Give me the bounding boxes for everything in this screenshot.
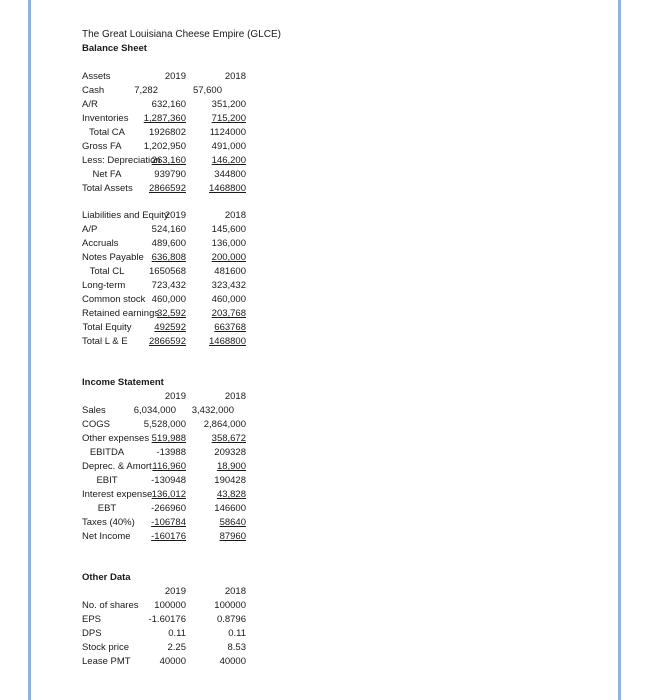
ebitda-label: EBITDA [89, 447, 125, 458]
retained-earnings-2018: 203,768 [211, 308, 246, 319]
liabilities-header: Liabilities and Equity [82, 210, 169, 221]
less-depreciation-label: Less: Depreciation [82, 155, 161, 166]
retained-earnings-2019: 32,592 [156, 308, 186, 319]
other-expenses-label: Other expenses [82, 433, 150, 444]
sales-2019: 6,034,000 [133, 405, 176, 416]
total-assets-2019: 2866592 [149, 183, 186, 194]
other-year-2019: 2019 [164, 586, 186, 597]
common-stock-2019: 460,000 [151, 294, 186, 305]
interest-expense-2018: 43,828 [216, 489, 246, 500]
accruals-2018: 136,000 [211, 238, 246, 249]
accruals-2019: 489,600 [151, 238, 186, 249]
cash-2018: 57,600 [192, 85, 222, 96]
eps-label: EPS [82, 614, 102, 625]
total-l-and-e-2018: 1468800 [209, 336, 246, 347]
net-income-2018: 87960 [219, 531, 246, 542]
taxes-2018: 58640 [219, 517, 246, 528]
interest-expense-label: Interest expense [82, 489, 153, 500]
total-ca-2018: 1124000 [209, 127, 246, 138]
less-depreciation-2019: 263,160 [151, 155, 186, 166]
lease-pmt-2018: 40000 [219, 656, 246, 667]
notes-payable-2019: 636,808 [151, 252, 186, 263]
inventories-label: Inventories [82, 113, 129, 124]
total-equity-2019: 492592 [154, 322, 186, 333]
ebt-2019: -266960 [151, 503, 186, 514]
common-stock-label: Common stock [82, 294, 146, 305]
gross-fa-label: Gross FA [82, 141, 122, 152]
no-of-shares-label: No. of shares [82, 600, 139, 611]
dps-2018: 0.11 [228, 628, 246, 639]
total-equity-label: Total Equity [82, 322, 132, 333]
taxes-label: Taxes (40%) [82, 517, 135, 528]
company-title: The Great Louisiana Cheese Empire (GLCE) [82, 29, 281, 40]
no-of-shares-2019: 100000 [154, 600, 186, 611]
stock-price-2018: 8.53 [227, 642, 246, 653]
no-of-shares-2018: 100000 [214, 600, 246, 611]
deprec-amort-2019: 116,960 [152, 461, 186, 472]
assets-header: Assets [82, 71, 111, 82]
ap-2019: 524,160 [151, 224, 186, 235]
lease-pmt-label: Lease PMT [82, 656, 131, 667]
net-income-2019: -160176 [151, 531, 186, 542]
cash-label: Cash [82, 85, 105, 96]
income-year-2018: 2018 [224, 391, 246, 402]
total-cl-label: Total CL [89, 266, 125, 277]
eps-2018: 0.8796 [216, 614, 246, 625]
total-cl-2018: 481600 [214, 266, 246, 277]
cogs-label: COGS [82, 419, 110, 430]
total-cl-2019: 1650568 [149, 266, 186, 277]
eps-2019: -1.60176 [148, 614, 186, 625]
accruals-label: Accruals [82, 238, 119, 249]
other-year-2018: 2018 [224, 586, 246, 597]
notes-payable-2018: 200,000 [211, 252, 246, 263]
ebt-label: EBT [97, 503, 117, 514]
long-term-2019: 723,432 [151, 280, 186, 291]
gross-fa-2019: 1,202,950 [143, 141, 186, 152]
right-page-border [618, 0, 621, 700]
inventories-2018: 715,200 [211, 113, 246, 124]
gross-fa-2018: 491,000 [211, 141, 246, 152]
inventories-2019: 1,287,360 [143, 113, 186, 124]
total-equity-2018: 663768 [214, 322, 246, 333]
net-fa-2019: 939790 [154, 169, 186, 180]
ar-2019: 632,160 [151, 99, 186, 110]
stock-price-label: Stock price [82, 642, 129, 653]
assets-year-2018: 2018 [224, 71, 246, 82]
deprec-amort-2018: 18,900 [216, 461, 246, 472]
balance-sheet-title: Balance Sheet [82, 43, 147, 54]
other-expenses-2019: 519,988 [151, 433, 186, 444]
total-l-and-e-label: Total L & E [82, 336, 128, 347]
ebitda-2018: 209328 [214, 447, 246, 458]
ebit-2018: 190428 [214, 475, 246, 486]
stock-price-2019: 2.25 [167, 642, 186, 653]
lease-pmt-2019: 40000 [159, 656, 186, 667]
dps-2019: 0.11 [168, 628, 186, 639]
liabilities-year-2019: 2019 [164, 210, 186, 221]
ap-2018: 145,600 [211, 224, 246, 235]
total-ca-label: Total CA [89, 127, 125, 138]
ebitda-2019: -13988 [156, 447, 186, 458]
deprec-amort-label: Deprec. & Amort. [82, 461, 155, 472]
sales-label: Sales [82, 405, 106, 416]
retained-earnings-label: Retained earnings [82, 308, 160, 319]
total-ca-2019: 1926802 [149, 127, 186, 138]
ebit-2019: -130948 [151, 475, 186, 486]
ebit-label: EBIT [96, 475, 118, 486]
ar-2018: 351,200 [211, 99, 246, 110]
interest-expense-2019: 136,012 [151, 489, 186, 500]
liabilities-year-2018: 2018 [224, 210, 246, 221]
net-fa-2018: 344800 [214, 169, 246, 180]
net-income-label: Net Income [82, 531, 131, 542]
long-term-label: Long-term [82, 280, 126, 291]
notes-payable-label: Notes Payable [82, 252, 144, 263]
cash-2019: 7,282 [134, 85, 158, 96]
other-expenses-2018: 358,672 [211, 433, 246, 444]
income-year-2019: 2019 [164, 391, 186, 402]
dps-label: DPS [82, 628, 102, 639]
long-term-2018: 323,432 [211, 280, 246, 291]
cogs-2018: 2,864,000 [203, 419, 246, 430]
ar-label: A/R [82, 99, 98, 110]
ap-label: A/P [82, 224, 98, 235]
income-statement-title: Income Statement [82, 377, 164, 388]
other-data-title: Other Data [82, 572, 131, 583]
total-assets-label: Total Assets [82, 183, 133, 194]
ebt-2018: 146600 [214, 503, 246, 514]
net-fa-label: Net FA [92, 169, 122, 180]
assets-year-2019: 2019 [164, 71, 186, 82]
total-l-and-e-2019: 2866592 [149, 336, 186, 347]
common-stock-2018: 460,000 [211, 294, 246, 305]
taxes-2019: -106784 [151, 517, 186, 528]
total-assets-2018: 1468800 [209, 183, 246, 194]
sales-2018: 3,432,000 [191, 405, 234, 416]
less-depreciation-2018: 146,200 [211, 155, 246, 166]
cogs-2019: 5,528,000 [143, 419, 186, 430]
